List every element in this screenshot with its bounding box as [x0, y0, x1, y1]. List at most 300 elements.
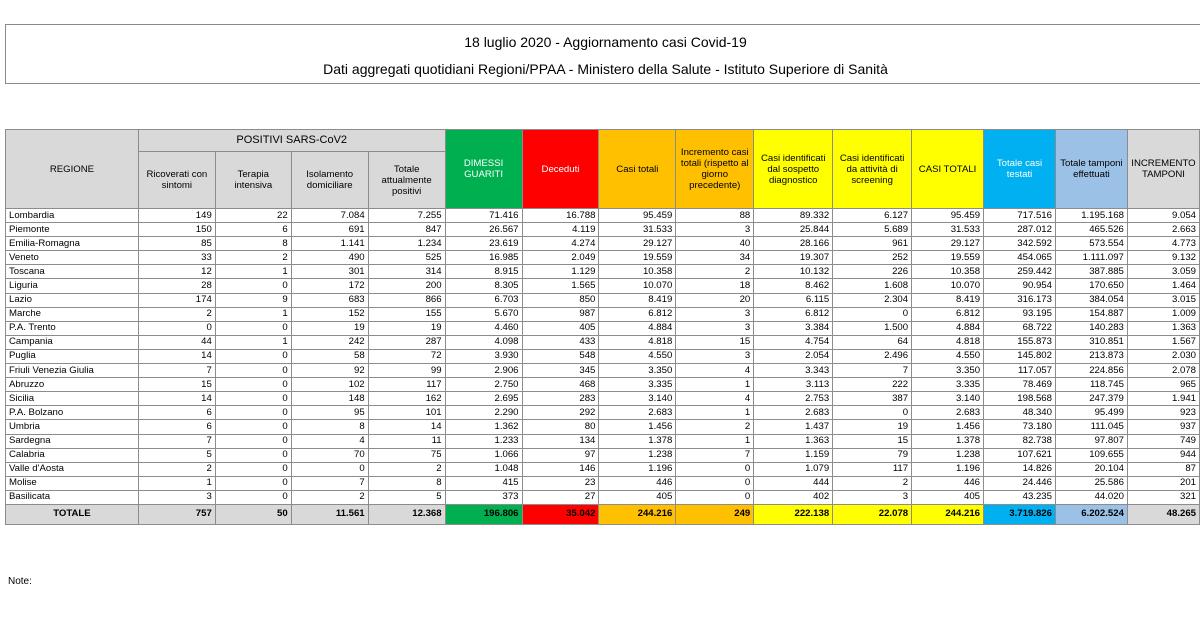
value-cell: 3.350: [599, 364, 676, 378]
table-row: [6, 307, 1200, 321]
value-cell: 7: [676, 448, 754, 462]
value-cell: 247.379: [1055, 392, 1127, 406]
value-cell: 44: [138, 335, 215, 349]
value-cell: 154.887: [1055, 307, 1127, 321]
value-cell: 310.851: [1055, 335, 1127, 349]
value-cell: 0: [676, 462, 754, 476]
value-cell: 117.057: [984, 364, 1056, 378]
value-cell: 283: [522, 392, 599, 406]
value-cell: 73.180: [984, 420, 1056, 434]
value-cell: 1.079: [754, 462, 833, 476]
value-cell: 89.332: [754, 209, 833, 223]
col-header-isolamento: Isolamento domiciliare: [291, 152, 368, 209]
value-cell: 97.807: [1055, 434, 1127, 448]
value-cell: 71.416: [445, 209, 522, 223]
value-cell: 95.459: [599, 209, 676, 223]
value-cell: 26.567: [445, 223, 522, 237]
value-cell: 3.350: [912, 364, 984, 378]
value-cell: 14.826: [984, 462, 1056, 476]
value-cell: 5.670: [445, 307, 522, 321]
value-cell: 2.695: [445, 392, 522, 406]
value-cell: 1: [676, 434, 754, 448]
table-row: [6, 364, 1200, 378]
value-cell: 224.856: [1055, 364, 1127, 378]
value-cell: 3: [676, 321, 754, 335]
value-cell: 82.738: [984, 434, 1056, 448]
value-cell: 99: [368, 364, 445, 378]
value-cell: 1.196: [599, 462, 676, 476]
totals-label-cell: TOTALE: [6, 504, 139, 524]
value-cell: 1.378: [912, 434, 984, 448]
total-value-cell: 196.806: [445, 504, 522, 524]
region-name-cell: Basilicata: [6, 490, 139, 504]
value-cell: 58: [291, 349, 368, 363]
value-cell: 405: [912, 490, 984, 504]
value-cell: 847: [368, 223, 445, 237]
table-row: [6, 349, 1200, 363]
value-cell: 937: [1127, 420, 1199, 434]
value-cell: 44.020: [1055, 490, 1127, 504]
group-header-positivi: POSITIVI SARS-CoV2: [138, 130, 445, 152]
value-cell: 19.559: [599, 251, 676, 265]
table-row: [6, 223, 1200, 237]
value-cell: 0: [215, 279, 291, 293]
value-cell: 72: [368, 349, 445, 363]
value-cell: 10.132: [754, 265, 833, 279]
value-cell: 5: [138, 448, 215, 462]
total-value-cell: 6.202.524: [1055, 504, 1127, 524]
value-cell: 490: [291, 251, 368, 265]
region-name-cell: Valle d'Aosta: [6, 462, 139, 476]
value-cell: 79: [833, 448, 912, 462]
value-cell: 101: [368, 406, 445, 420]
col-header-deceduti: Deceduti: [522, 130, 599, 209]
total-value-cell: 22.078: [833, 504, 912, 524]
value-cell: 87: [1127, 462, 1199, 476]
value-cell: 850: [522, 293, 599, 307]
value-cell: 259.442: [984, 265, 1056, 279]
page-subtitle: Dati aggregati quotidiani Regioni/PPAA - Ministero della Salute - Istituto Superiore di Sanità: [323, 61, 888, 77]
value-cell: 1: [215, 265, 291, 279]
col-header-attualmente-positivi: Totale attualmente positivi: [368, 152, 445, 209]
value-cell: 174: [138, 293, 215, 307]
value-cell: 19: [833, 420, 912, 434]
value-cell: 573.554: [1055, 237, 1127, 251]
value-cell: 111.045: [1055, 420, 1127, 434]
value-cell: 19: [291, 321, 368, 335]
value-cell: 1.565: [522, 279, 599, 293]
region-name-cell: Abruzzo: [6, 378, 139, 392]
value-cell: 18: [676, 279, 754, 293]
value-cell: 6.115: [754, 293, 833, 307]
value-cell: 200: [368, 279, 445, 293]
value-cell: 10.070: [912, 279, 984, 293]
table-row: [6, 476, 1200, 490]
value-cell: 3.113: [754, 378, 833, 392]
value-cell: 22: [215, 209, 291, 223]
value-cell: 2.290: [445, 406, 522, 420]
value-cell: 64: [833, 335, 912, 349]
value-cell: 2: [138, 462, 215, 476]
value-cell: 2.049: [522, 251, 599, 265]
region-name-cell: Piemonte: [6, 223, 139, 237]
table-row: [6, 434, 1200, 448]
value-cell: 146: [522, 462, 599, 476]
region-name-cell: Emilia-Romagna: [6, 237, 139, 251]
covid-data-table: [5, 129, 1200, 525]
value-cell: 387.885: [1055, 265, 1127, 279]
value-cell: 170.650: [1055, 279, 1127, 293]
page-title: 18 luglio 2020 - Aggiornamento casi Covid-19: [464, 34, 747, 50]
value-cell: 24.446: [984, 476, 1056, 490]
value-cell: 446: [599, 476, 676, 490]
value-cell: 25.844: [754, 223, 833, 237]
value-cell: 6: [215, 223, 291, 237]
value-cell: 1.238: [912, 448, 984, 462]
value-cell: 1: [215, 307, 291, 321]
value-cell: 8.419: [599, 293, 676, 307]
value-cell: 4.098: [445, 335, 522, 349]
value-cell: 92: [291, 364, 368, 378]
col-header-incremento-tamponi: INCREMENTO TAMPONI: [1127, 130, 1199, 209]
region-name-cell: P.A. Bolzano: [6, 406, 139, 420]
value-cell: 14: [368, 420, 445, 434]
value-cell: 405: [599, 490, 676, 504]
value-cell: 14: [138, 392, 215, 406]
col-header-screening: Casi identificati da attività di screening: [833, 130, 912, 209]
value-cell: 33: [138, 251, 215, 265]
value-cell: 0: [215, 364, 291, 378]
value-cell: 321: [1127, 490, 1199, 504]
value-cell: 19.559: [912, 251, 984, 265]
table-row: [6, 321, 1200, 335]
value-cell: 0: [215, 448, 291, 462]
value-cell: 468: [522, 378, 599, 392]
value-cell: 8.305: [445, 279, 522, 293]
value-cell: 287.012: [984, 223, 1056, 237]
value-cell: 10.070: [599, 279, 676, 293]
value-cell: 3.015: [1127, 293, 1199, 307]
value-cell: 1.048: [445, 462, 522, 476]
value-cell: 140.283: [1055, 321, 1127, 335]
value-cell: 1.159: [754, 448, 833, 462]
value-cell: 109.655: [1055, 448, 1127, 462]
value-cell: 4: [291, 434, 368, 448]
table-row: [6, 448, 1200, 462]
value-cell: 29.127: [912, 237, 984, 251]
value-cell: 384.054: [1055, 293, 1127, 307]
value-cell: 6.812: [599, 307, 676, 321]
value-cell: 2.683: [912, 406, 984, 420]
value-cell: 292: [522, 406, 599, 420]
value-cell: 2: [291, 490, 368, 504]
value-cell: 28.166: [754, 237, 833, 251]
value-cell: 23.619: [445, 237, 522, 251]
value-cell: 2.078: [1127, 364, 1199, 378]
total-value-cell: 48.265: [1127, 504, 1199, 524]
value-cell: 683: [291, 293, 368, 307]
col-header-tamponi: Totale tamponi effettuati: [1055, 130, 1127, 209]
value-cell: 43.235: [984, 490, 1056, 504]
value-cell: 4.550: [912, 349, 984, 363]
value-cell: 7: [138, 434, 215, 448]
value-cell: 691: [291, 223, 368, 237]
value-cell: 0: [833, 406, 912, 420]
value-cell: 1.233: [445, 434, 522, 448]
value-cell: 1: [676, 406, 754, 420]
value-cell: 3.384: [754, 321, 833, 335]
value-cell: 28: [138, 279, 215, 293]
value-cell: 148: [291, 392, 368, 406]
value-cell: 10.358: [599, 265, 676, 279]
value-cell: 2: [368, 462, 445, 476]
table-row: [6, 265, 1200, 279]
value-cell: 97: [522, 448, 599, 462]
total-value-cell: 222.138: [754, 504, 833, 524]
value-cell: 465.526: [1055, 223, 1127, 237]
table-row: [6, 293, 1200, 307]
value-cell: 8: [215, 237, 291, 251]
value-cell: 4.550: [599, 349, 676, 363]
note-label: Note:: [8, 576, 32, 587]
value-cell: 433: [522, 335, 599, 349]
total-value-cell: 244.216: [599, 504, 676, 524]
value-cell: 1.608: [833, 279, 912, 293]
value-cell: 9.132: [1127, 251, 1199, 265]
value-cell: 16.985: [445, 251, 522, 265]
value-cell: 15: [138, 378, 215, 392]
value-cell: 7: [138, 364, 215, 378]
value-cell: 6.812: [754, 307, 833, 321]
value-cell: 134: [522, 434, 599, 448]
value-cell: 345: [522, 364, 599, 378]
value-cell: 118.745: [1055, 378, 1127, 392]
value-cell: 4: [676, 364, 754, 378]
value-cell: 4: [676, 392, 754, 406]
value-cell: 7: [833, 364, 912, 378]
value-cell: 6.703: [445, 293, 522, 307]
value-cell: 6.127: [833, 209, 912, 223]
value-cell: 88: [676, 209, 754, 223]
table-row: [6, 378, 1200, 392]
value-cell: 3.930: [445, 349, 522, 363]
value-cell: 12: [138, 265, 215, 279]
value-cell: 287: [368, 335, 445, 349]
region-name-cell: Lombardia: [6, 209, 139, 223]
value-cell: 68.722: [984, 321, 1056, 335]
value-cell: 7.084: [291, 209, 368, 223]
table-row: [6, 237, 1200, 251]
value-cell: 4.773: [1127, 237, 1199, 251]
value-cell: 1: [138, 476, 215, 490]
value-cell: 0: [676, 476, 754, 490]
value-cell: 0: [215, 462, 291, 476]
value-cell: 1.500: [833, 321, 912, 335]
region-name-cell: Liguria: [6, 279, 139, 293]
value-cell: 8: [368, 476, 445, 490]
col-header-casi-testati: Totale casi testati: [984, 130, 1056, 209]
value-cell: 252: [833, 251, 912, 265]
value-cell: 5: [368, 490, 445, 504]
total-value-cell: 11.561: [291, 504, 368, 524]
value-cell: 226: [833, 265, 912, 279]
value-cell: 8.462: [754, 279, 833, 293]
value-cell: 444: [754, 476, 833, 490]
col-header-casi-totali-2: CASI TOTALI: [912, 130, 984, 209]
title-box: [5, 24, 1200, 84]
value-cell: 78.469: [984, 378, 1056, 392]
value-cell: 1: [676, 378, 754, 392]
value-cell: 3.140: [912, 392, 984, 406]
value-cell: 1.464: [1127, 279, 1199, 293]
value-cell: 4.460: [445, 321, 522, 335]
value-cell: 4.884: [912, 321, 984, 335]
value-cell: 3: [676, 223, 754, 237]
value-cell: 10.358: [912, 265, 984, 279]
value-cell: 4.754: [754, 335, 833, 349]
value-cell: 8.419: [912, 293, 984, 307]
value-cell: 3: [833, 490, 912, 504]
value-cell: 31.533: [599, 223, 676, 237]
table-row: [6, 420, 1200, 434]
total-value-cell: 244.216: [912, 504, 984, 524]
region-name-cell: Sardegna: [6, 434, 139, 448]
value-cell: 3: [138, 490, 215, 504]
value-cell: 152: [291, 307, 368, 321]
value-cell: 19: [368, 321, 445, 335]
value-cell: 944: [1127, 448, 1199, 462]
value-cell: 1.456: [599, 420, 676, 434]
value-cell: 2: [215, 251, 291, 265]
value-cell: 90.954: [984, 279, 1056, 293]
table-row: [6, 462, 1200, 476]
total-value-cell: 12.368: [368, 504, 445, 524]
value-cell: 2.906: [445, 364, 522, 378]
value-cell: 3.059: [1127, 265, 1199, 279]
table-row: [6, 279, 1200, 293]
value-cell: 213.873: [1055, 349, 1127, 363]
value-cell: 2.683: [754, 406, 833, 420]
value-cell: 0: [138, 321, 215, 335]
value-cell: 23: [522, 476, 599, 490]
value-cell: 1.195.168: [1055, 209, 1127, 223]
total-value-cell: 757: [138, 504, 215, 524]
totals-row: [6, 504, 1200, 524]
value-cell: 2.304: [833, 293, 912, 307]
value-cell: 0: [291, 462, 368, 476]
value-cell: 201: [1127, 476, 1199, 490]
value-cell: 150: [138, 223, 215, 237]
region-name-cell: Umbria: [6, 420, 139, 434]
value-cell: 117: [368, 378, 445, 392]
total-value-cell: 3.719.826: [984, 504, 1056, 524]
value-cell: 242: [291, 335, 368, 349]
value-cell: 20: [676, 293, 754, 307]
value-cell: 0: [215, 349, 291, 363]
region-name-cell: P.A. Trento: [6, 321, 139, 335]
value-cell: 102: [291, 378, 368, 392]
value-cell: 314: [368, 265, 445, 279]
col-header-ricoverati: Ricoverati con sintomi: [138, 152, 215, 209]
value-cell: 1.066: [445, 448, 522, 462]
table-row: [6, 209, 1200, 223]
value-cell: 3.335: [912, 378, 984, 392]
value-cell: 373: [445, 490, 522, 504]
value-cell: 15: [833, 434, 912, 448]
value-cell: 6: [138, 420, 215, 434]
value-cell: 548: [522, 349, 599, 363]
value-cell: 1.111.097: [1055, 251, 1127, 265]
value-cell: 222: [833, 378, 912, 392]
value-cell: 1.567: [1127, 335, 1199, 349]
value-cell: 2.750: [445, 378, 522, 392]
value-cell: 446: [912, 476, 984, 490]
value-cell: 717.516: [984, 209, 1056, 223]
total-value-cell: 50: [215, 504, 291, 524]
value-cell: 0: [676, 490, 754, 504]
value-cell: 14: [138, 349, 215, 363]
region-name-cell: Campania: [6, 335, 139, 349]
value-cell: 95.459: [912, 209, 984, 223]
table-body: [6, 209, 1200, 525]
value-cell: 1.141: [291, 237, 368, 251]
value-cell: 16.788: [522, 209, 599, 223]
value-cell: 1.238: [599, 448, 676, 462]
value-cell: 85: [138, 237, 215, 251]
value-cell: 25.586: [1055, 476, 1127, 490]
value-cell: 8.915: [445, 265, 522, 279]
value-cell: 4.818: [912, 335, 984, 349]
value-cell: 155: [368, 307, 445, 321]
value-cell: 342.592: [984, 237, 1056, 251]
value-cell: 0: [215, 321, 291, 335]
value-cell: 4.119: [522, 223, 599, 237]
value-cell: 301: [291, 265, 368, 279]
value-cell: 8: [291, 420, 368, 434]
value-cell: 3.140: [599, 392, 676, 406]
value-cell: 2: [138, 307, 215, 321]
value-cell: 2: [833, 476, 912, 490]
value-cell: 145.802: [984, 349, 1056, 363]
region-name-cell: Puglia: [6, 349, 139, 363]
value-cell: 70: [291, 448, 368, 462]
value-cell: 3.335: [599, 378, 676, 392]
value-cell: 4.274: [522, 237, 599, 251]
value-cell: 454.065: [984, 251, 1056, 265]
value-cell: 198.568: [984, 392, 1056, 406]
value-cell: 1.437: [754, 420, 833, 434]
value-cell: 3: [676, 349, 754, 363]
value-cell: 149: [138, 209, 215, 223]
region-name-cell: Marche: [6, 307, 139, 321]
value-cell: 1.378: [599, 434, 676, 448]
value-cell: 0: [215, 406, 291, 420]
col-header-incremento-casi: Incremento casi totali (rispetto al giorno precedente): [676, 130, 754, 209]
value-cell: 965: [1127, 378, 1199, 392]
value-cell: 19.307: [754, 251, 833, 265]
value-cell: 1.196: [912, 462, 984, 476]
value-cell: 5.689: [833, 223, 912, 237]
value-cell: 1.363: [754, 434, 833, 448]
value-cell: 1.234: [368, 237, 445, 251]
col-header-sospetto-diagnostico: Casi identificati dal sospetto diagnostico: [754, 130, 833, 209]
value-cell: 3.343: [754, 364, 833, 378]
region-name-cell: Calabria: [6, 448, 139, 462]
total-value-cell: 249: [676, 504, 754, 524]
value-cell: 107.621: [984, 448, 1056, 462]
table-row: [6, 392, 1200, 406]
value-cell: 1.363: [1127, 321, 1199, 335]
